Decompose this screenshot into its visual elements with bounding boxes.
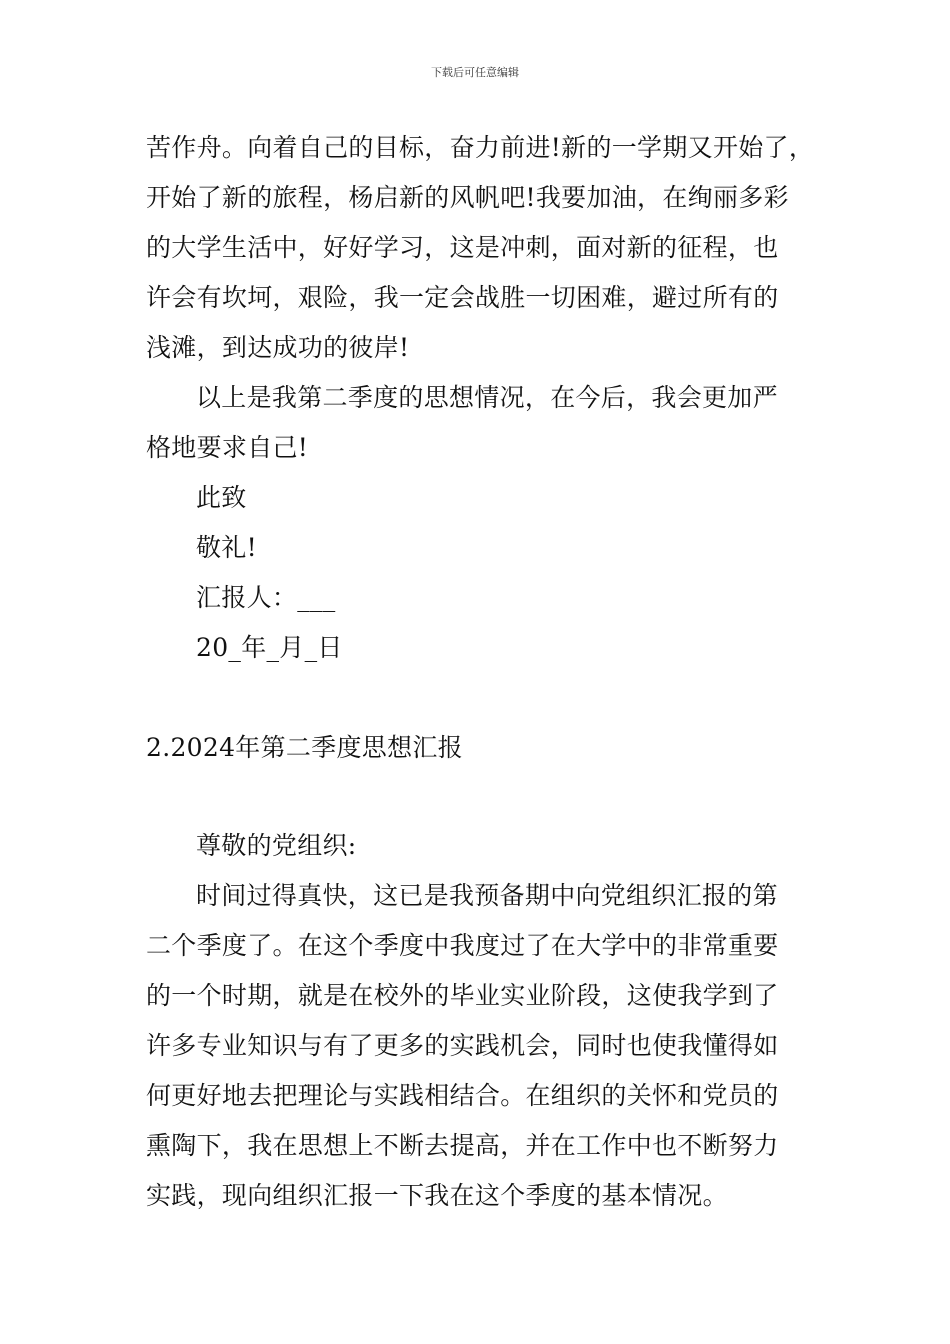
paragraph-line: 的大学生活中，好好学习，这是冲刺，面对新的征程，也 xyxy=(146,233,779,262)
paragraph-line: 的一个时期，就是在校外的毕业实业阶段，这使我学到了 xyxy=(146,981,779,1010)
reporter-line: 汇报人：___ xyxy=(196,583,336,612)
paragraph-line: 开始了新的旅程，杨启新的风帆吧!我要加油，在绚丽多彩 xyxy=(146,183,789,212)
greeting: 尊敬的党组织: xyxy=(196,831,357,860)
paragraph-line: 熏陶下，我在思想上不断去提高，并在工作中也不断努力 xyxy=(146,1131,779,1160)
paragraph-line: 许多专业知识与有了更多的实践机会，同时也使我懂得如 xyxy=(146,1031,779,1060)
closing-paragraph-line: 格地要求自己! xyxy=(146,433,309,462)
regards: 敬礼! xyxy=(196,533,257,562)
paragraph-line: 苦作舟。向着自己的目标，奋力前进!新的一学期又开始了， xyxy=(146,133,815,162)
paragraph-line: 许会有坎坷，艰险，我一定会战胜一切困难，避过所有的 xyxy=(146,283,779,312)
paragraph-line: 实践，现向组织汇报一下我在这个季度的基本情况。 xyxy=(146,1181,728,1210)
page-header: 下载后可任意编辑 xyxy=(431,66,519,79)
salutation: 此致 xyxy=(196,483,247,512)
closing-paragraph-line: 以上是我第二季度的思想情况，在今后，我会更加严 xyxy=(196,383,778,412)
paragraph-line: 何更好地去把理论与实践相结合。在组织的关怀和党员的 xyxy=(146,1081,779,1110)
paragraph-line: 二个季度了。在这个季度中我度过了在大学中的非常重要 xyxy=(146,931,779,960)
paragraph-line: 时间过得真快，这已是我预备期中向党组织汇报的第 xyxy=(196,881,778,910)
paragraph-line: 浅滩，到达成功的彼岸! xyxy=(146,333,410,362)
section-heading: 2.2024年第二季度思想汇报 xyxy=(146,733,463,762)
date-line: 20_年_月_日 xyxy=(196,633,343,662)
